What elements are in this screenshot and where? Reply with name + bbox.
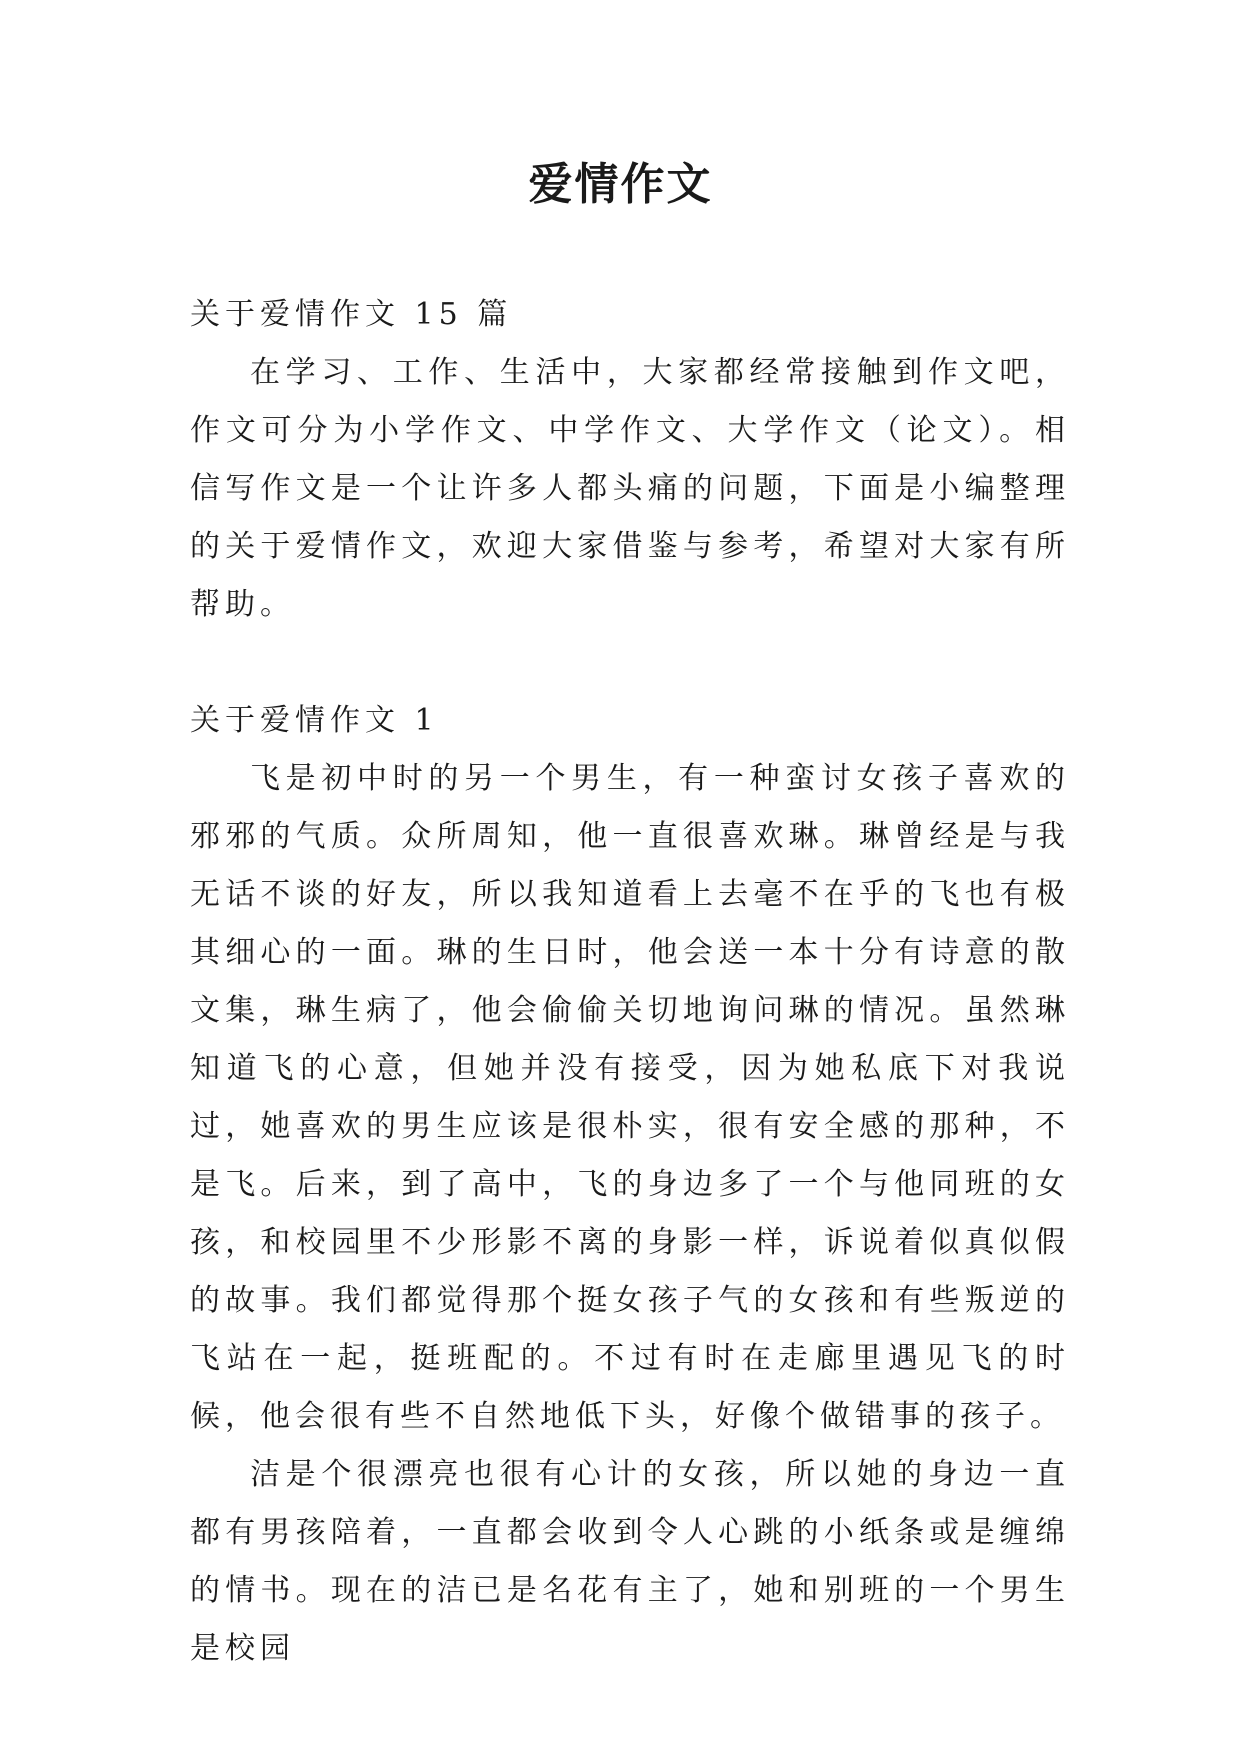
body-paragraph: 洁是个很漂亮也很有心计的女孩，所以她的身边一直都有男孩陪着，一直都会收到令人心跳的小纸条或是缠绵的情书。现在的洁已是名花有主了，她和别班的一个男生是校园 [190, 1457, 1070, 1666]
paragraph-spacer [190, 634, 1070, 692]
subtitle: 关于爱情作文 15 篇 [190, 297, 513, 332]
body-paragraph: 飞是初中时的另一个男生，有一种蛮讨女孩子喜欢的邪邪的气质。众所周知，他一直很喜欢琳。琳曾经是与我无话不谈的好友，所以我知道看上去毫不在乎的飞也有极其细心的一面。琳的生日时，他会送一本十分有诗意的散文集，琳生病了，他会偷偷关切地询问琳的情况。虽然琳知道飞的心意，但她并没有接受，因为她私底下对我说过，她喜欢的男生应该是很朴实，很有安全感的那种，不是飞。后来，到了高中，飞的身边多了一个与他同班的女孩，和校园里不少形影不离的身影一样，诉说着似真似假的故事。我们都觉得那个挺女孩子气的女孩和有些叛逆的飞站在一起，挺班配的。不过有时在走廊里遇见飞的时候，他会很有些不自然地低下头，好像个做错事的孩子。 [190, 761, 1070, 1434]
document-body [190, 286, 1070, 1678]
section-heading: 关于爱情作文 1 [190, 703, 439, 738]
intro-paragraph: 在学习、工作、生活中，大家都经常接触到作文吧，作文可分为小学作文、中学作文、大学作文（论文）。相信写作文是一个让许多人都头痛的问题，下面是小编整理的关于爱情作文，欢迎大家借鉴与参考，希望对大家有所帮助。 [190, 355, 1070, 622]
document-title: 爱情作文 [528, 159, 713, 210]
